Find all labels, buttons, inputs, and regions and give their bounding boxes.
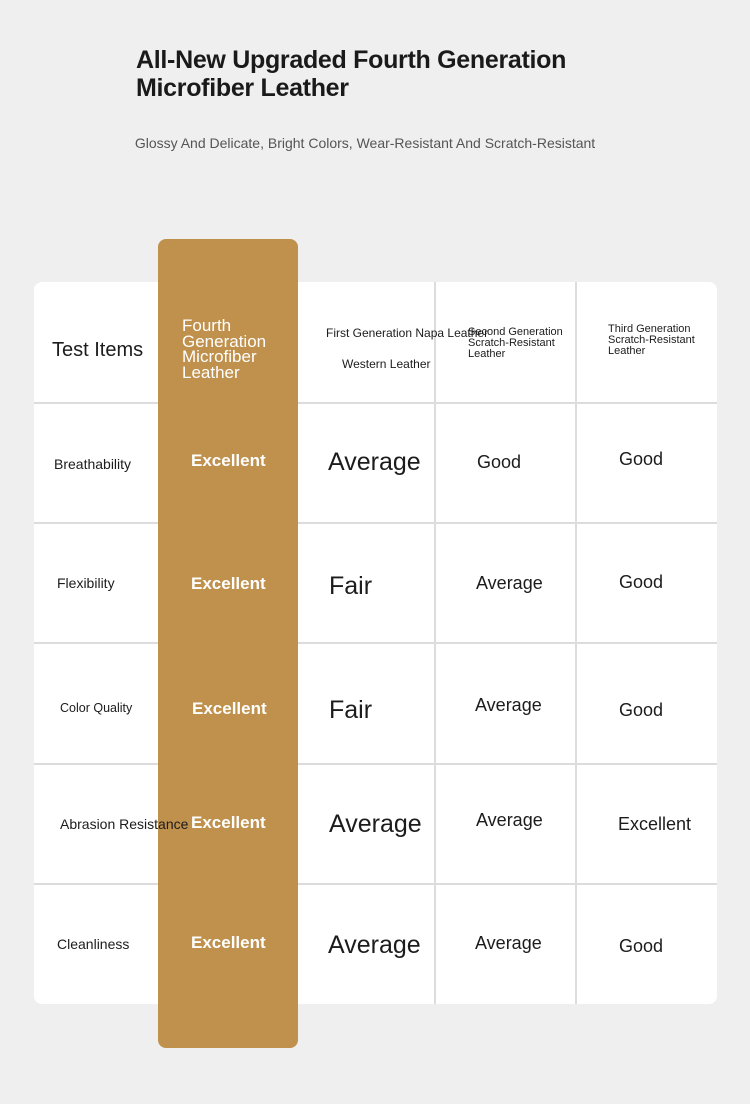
cell-third-gen: Good — [619, 700, 664, 720]
cell-fourth-gen: Excellent — [191, 933, 266, 952]
cell-fourth-gen: Excellent — [192, 699, 267, 718]
column-divider — [575, 282, 577, 1004]
cell-fourth-gen: Excellent — [191, 813, 266, 832]
cell-first-gen: Fair — [329, 696, 373, 724]
row-label-breathability: Breathability — [54, 456, 132, 472]
cell-second-gen: Average — [475, 933, 542, 953]
comparison-table — [34, 282, 717, 1004]
row-label-flexibility: Flexibility — [57, 575, 115, 591]
page-subtitle: Glossy And Delicate, Bright Colors, Wear-Resistant And Scratch-Resistant — [134, 135, 596, 151]
header-third-gen: Third Generation Scratch-Resistant Leather — [608, 323, 695, 357]
row-label-abrasion-resistance: Abrasion Resistance — [60, 816, 189, 832]
cell-first-gen: Average — [328, 931, 421, 959]
header-fourth-gen: Fourth Generation Microfiber Leather — [182, 316, 267, 382]
header-first-gen-napa: First Generation Napa Leather — [326, 326, 489, 340]
row-label-color-quality: Color Quality — [60, 701, 133, 715]
row-divider — [34, 763, 717, 765]
header-second-gen: Second Generation Scratch-Resistant Leather — [468, 326, 563, 360]
cell-fourth-gen: Excellent — [191, 451, 266, 470]
cell-second-gen: Average — [476, 810, 543, 830]
row-divider — [34, 642, 717, 644]
row-label-cleanliness: Cleanliness — [57, 936, 130, 952]
cell-first-gen: Average — [328, 448, 421, 476]
cell-second-gen: Average — [476, 573, 543, 593]
cell-third-gen: Good — [619, 936, 664, 956]
row-divider — [34, 402, 717, 404]
row-divider — [34, 883, 717, 885]
cell-fourth-gen: Excellent — [191, 574, 266, 593]
cell-second-gen: Average — [475, 695, 542, 715]
header-western: Western Leather — [342, 357, 431, 371]
cell-first-gen: Average — [329, 810, 422, 838]
page-title: All-New Upgraded Fourth Generation Microfiber Leather — [136, 46, 567, 102]
cell-first-gen: Fair — [329, 572, 373, 600]
cell-third-gen: Good — [619, 449, 664, 469]
row-divider — [34, 522, 717, 524]
header-test-items: Test Items — [52, 339, 144, 361]
column-divider — [434, 282, 436, 1004]
cell-second-gen: Good — [477, 452, 522, 472]
cell-third-gen: Excellent — [618, 814, 692, 834]
cell-third-gen: Good — [619, 572, 664, 592]
